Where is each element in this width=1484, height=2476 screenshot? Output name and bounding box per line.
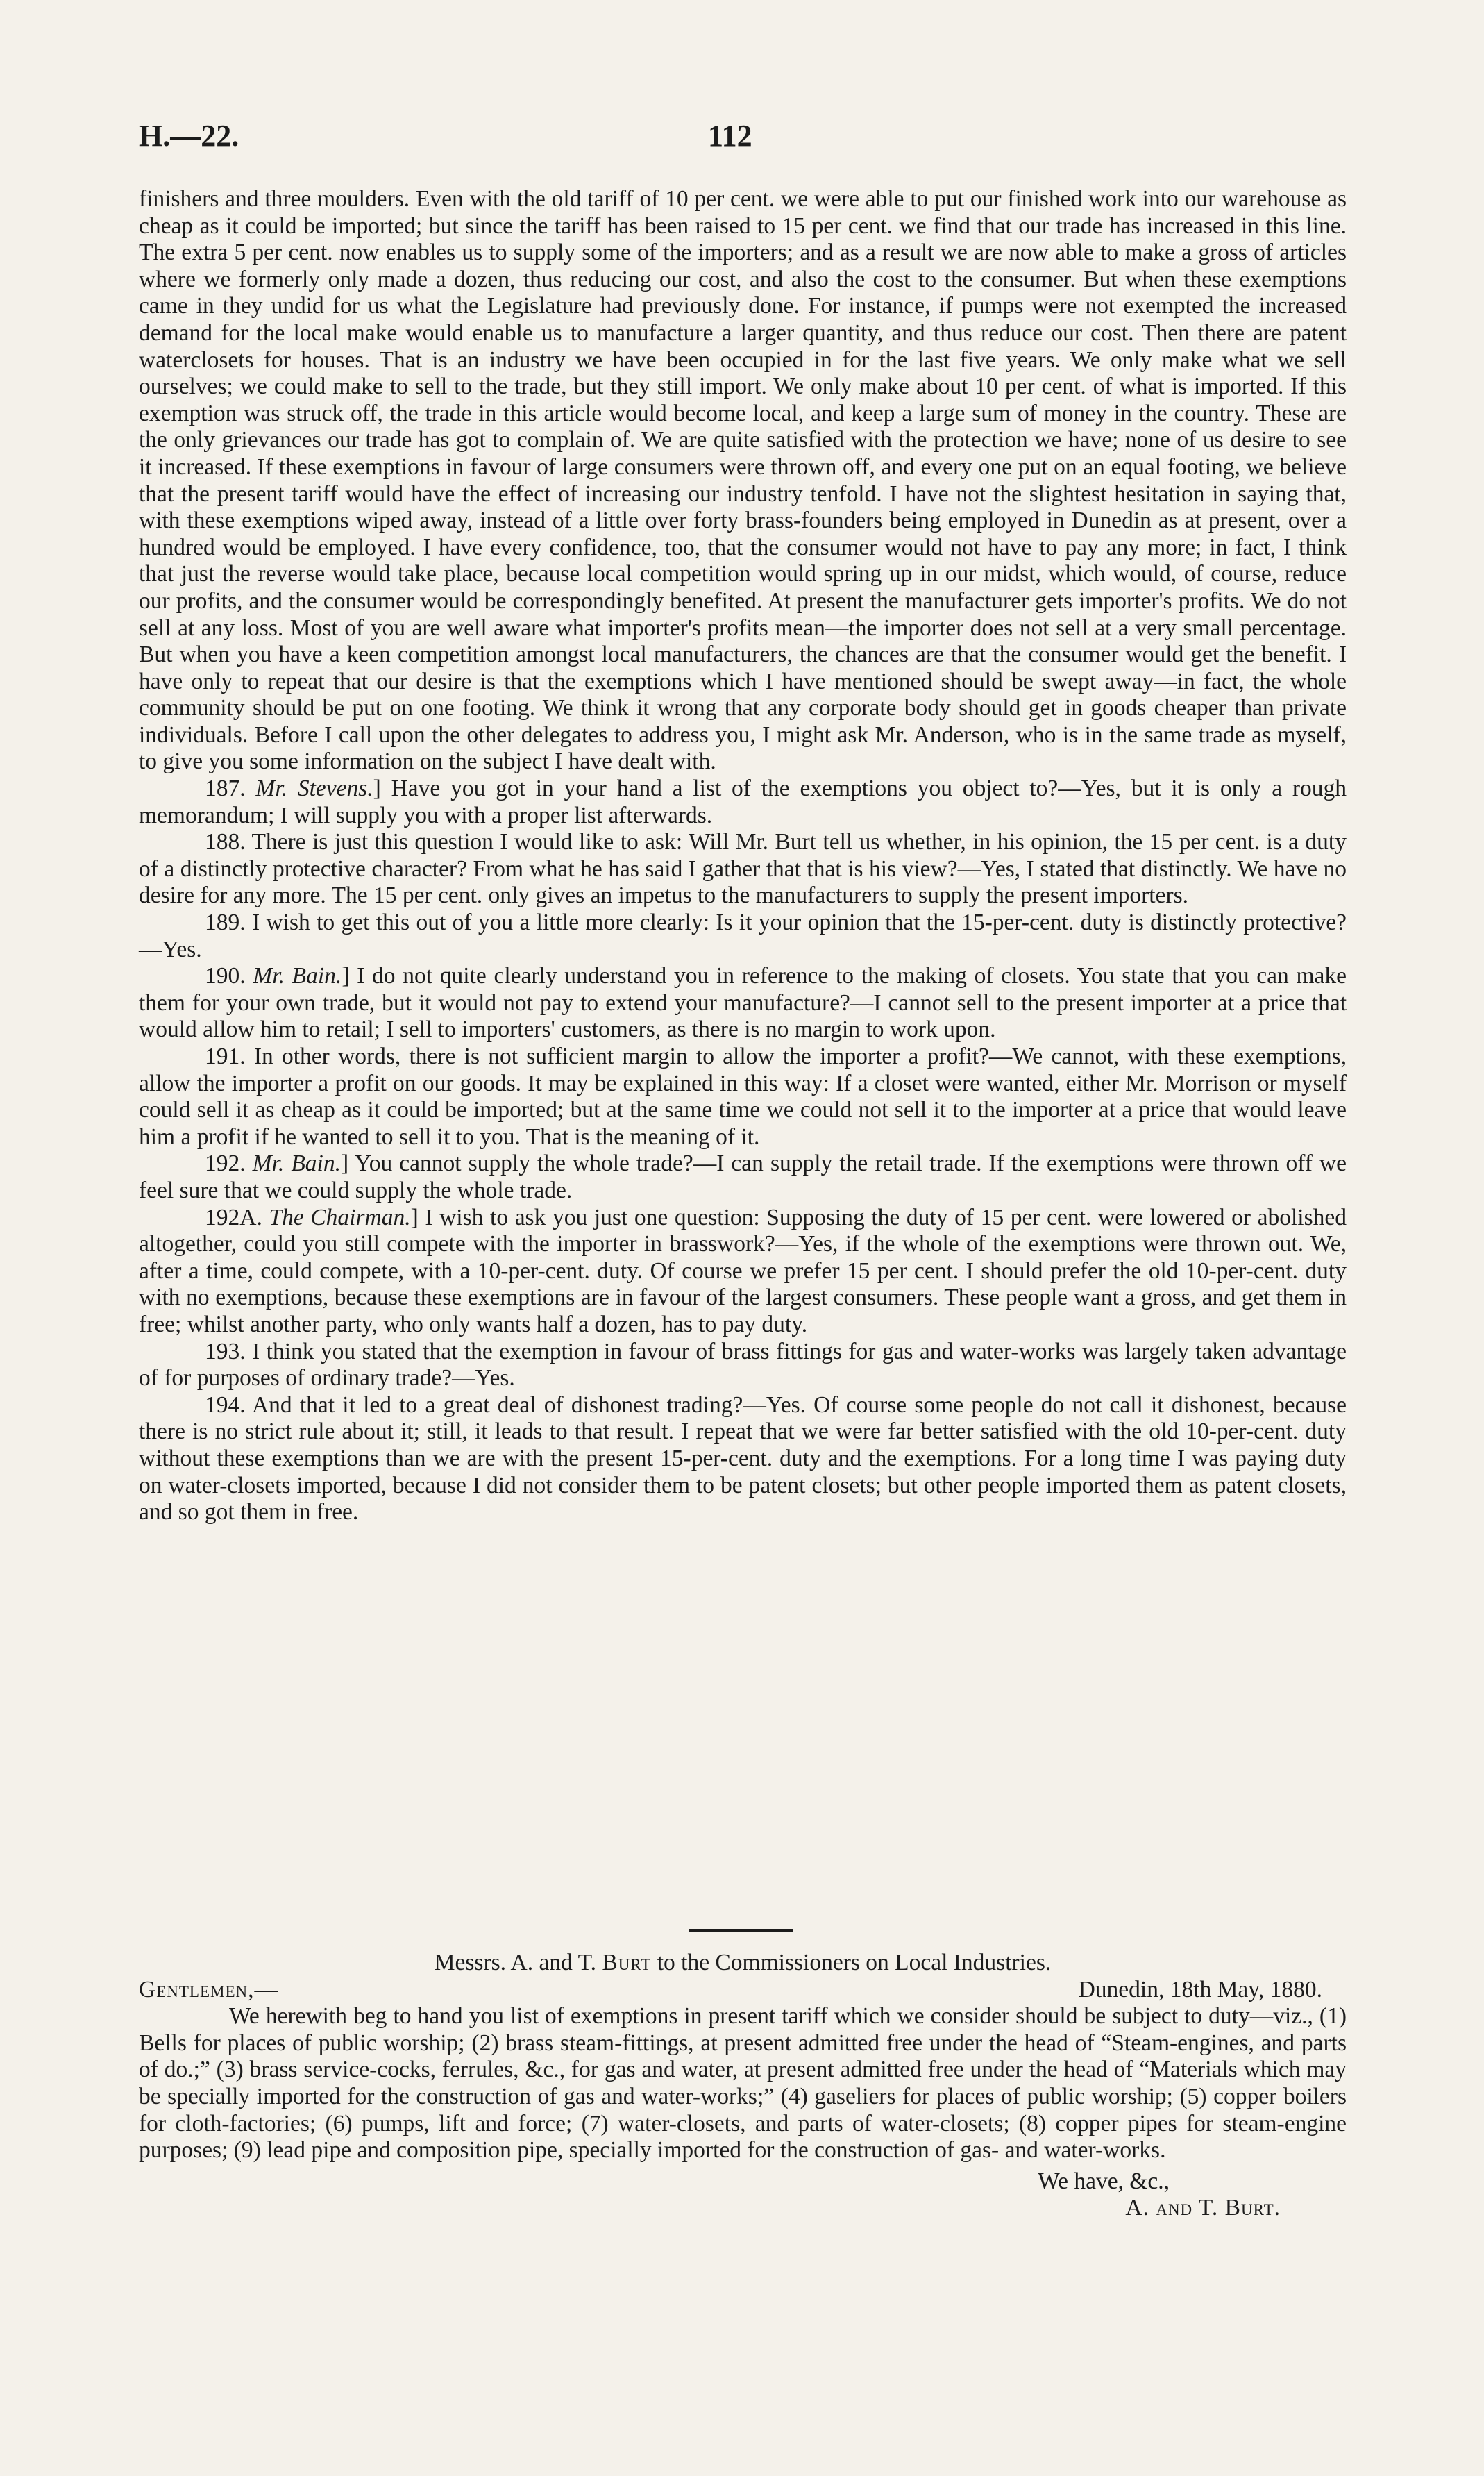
- question-text: ] You cannot supply the whole trade?—I can supply the retail trade. If the exemptions were thrown off we feel sure that we could supply the whole trade.: [139, 1151, 1347, 1203]
- question-188: 188. There is just this question I would like to ask: Will Mr. Burt tell us whether, in his opinion, the 15 per cent. is a duty of a distinctly protective character? From what he has said I gather that that is his view?—Yes, I stated that distinctly. We have no desire for any more. The 15 per cent. only gives an impetus to the manufacturers to supply the present importers.: [139, 829, 1347, 909]
- paragraph-continued: finishers and three moulders. Even with the old tariff of 10 per cent. we were able to put our finished work into our warehouse as cheap as it could be imported; but since the tariff has been raised to 15 per cent. we find that our trade has increased in this line. The extra 5 per cent. now enables us to supply some of the importers; and as a result we are now able to make a gross of articles where we formerly only made a dozen, thus reducing our cost, and also the cost to the consumer. But when these exemptions came in they undid for us what the Legislature had previously done. For instance, if pumps were not exempted the increased demand for the local make would enable us to manufacture a larger quantity, and thus reduce our cost. Then there are patent waterclosets for houses. That is an industry we have been occupied in for the last five years. We only make what we sell ourselves; we could make to sell to the trade, but they still import. We only make about 10 per cent. of what is imported. If this exemption was struck off, the trade in this article would become local, and keep a large sum of money in the country. These are the only grievances our trade has got to complain of. We are quite satisfied with the protection we have; none of us desire to see it increased. If these exemptions in favour of large consumers were thrown off, and every one put on an equal footing, we believe that the present tariff would have the effect of increasing our industry tenfold. I have not the slightest hesitation in saying that, with these exemptions wiped away, instead of a little over forty brass-founders being employed in Dunedin as at present, over a hundred would be employed. I have every confidence, too, that the consumer would not have to pay any more; in fact, I think that just the reverse would take place, because local competition would spring up in our midst, which would, of course, reduce our profits, and the consumer would be correspondingly benefited. At present the manufacturer gets importer's profits. We do not sell at any loss. Most of you are well aware what importer's profits mean—the importer does not sell at a very small percentage. But when you have a keen competition amongst local manufacturers, the chances are that the consumer would get the benefit. I have only to repeat that our desire is that the exemptions which I have mentioned should be swept away—in fact, the whole community should be put on one footing. We think it wrong that any corporate body should get in goods cheaper than private individuals. Before I call upon the other delegates to address you, I might ask Mr. Anderson, who is in the same trade as myself, to give you some information on the subject I have dealt with.: [139, 186, 1347, 775]
- section-divider: [689, 1929, 793, 1932]
- question-number: 190.: [205, 963, 246, 989]
- letter-closing: We have, &c.,: [1038, 2168, 1170, 2194]
- question-text: ] I do not quite clearly understand you in reference to the making of closets. You state that you can make them for your own trade, but it would not pay to extend your manufacture?—I cannot sell to the present importer at a price that would allow him to retail; I sell to importers' customers, as there is no margin to work upon.: [139, 963, 1347, 1043]
- evidence-text: [139, 186, 1347, 1526]
- question-187: [139, 776, 1347, 829]
- question-number: 192A.: [205, 1204, 262, 1230]
- letter-title-suffix: to the Commissioners on Local Industries.: [657, 1950, 1052, 1975]
- letter-dateline: Dunedin, 18th May, 1880.: [1078, 1976, 1322, 2002]
- letter-signature: A. and T. Burt.: [1125, 2195, 1281, 2221]
- question-189: 189. I wish to get this out of you a little more clearly: Is it your opinion that the 15-per-cent. duty is distinctly protective?—Yes.: [139, 910, 1347, 962]
- question-text: ] Have you got in your hand a list of the exemptions you object to?—Yes, but it is only a rough memorandum; I will supply you with a proper list afterwards.: [139, 776, 1347, 828]
- question-192: [139, 1151, 1347, 1204]
- question-194: 194. And that it led to a great deal of dishonest trading?—Yes. Of course some people do not call it dishonest, because there is no strict rule about it; still, it leads to that result. I repeat that we were far better satisfied with the old 10-per-cent. duty without these exemptions than we are with the present 15-per-cent. duty and the exemptions. For a long time I was paying duty on water-closets imported, because I did not consider them to be patent closets; but other people imported them as patent closets, and so got them in free.: [139, 1391, 1347, 1525]
- page-header: [139, 118, 1347, 160]
- speaker-name: Mr. Stevens.: [255, 776, 373, 802]
- speaker-name: Mr. Bain.: [252, 1151, 341, 1177]
- letter-salutation: Gentlemen,—: [139, 1976, 278, 2002]
- question-number: 192.: [205, 1151, 246, 1177]
- page-number: 112: [708, 119, 752, 153]
- letter-title-prefix: Messrs. A. and T.: [434, 1950, 596, 1975]
- letter-title: [139, 1950, 1347, 1977]
- page-code: H.—22.: [139, 119, 239, 153]
- question-190: [139, 963, 1347, 1044]
- speaker-name: The Chairman.: [269, 1204, 411, 1230]
- question-193: 193. I think you stated that the exemption in favour of brass fittings for gas and water-works was largely taken advantage of for purposes of ordinary trade?—Yes.: [139, 1338, 1347, 1391]
- speaker-name: Mr. Bain.: [253, 963, 342, 989]
- question-number: 187.: [205, 776, 246, 802]
- letter: [139, 1950, 1347, 2222]
- letter-body: We herewith beg to hand you list of exemptions in present tariff which we consider should be subject to duty—viz., (1) Bells for places of public worship; (2) brass steam-fittings, at present admitted free under the head of “Steam-engines, and parts of do.;” (3) brass service-cocks, ferrules, &c., for gas and water, at present admitted free under the head of “Materials which may be specially imported for the construction of gas and water-works;” (4) gaseliers for places of public worship; (5) copper boilers for cloth-factories; (6) pumps, lift and force; (7) water-closets, and parts of water-closets; (8) copper pipes for steam-engine purposes; (9) lead pipe and composition pipe, specially imported for the construction of gas- and water-works.: [139, 2003, 1347, 2164]
- question-191: 191. In other words, there is not sufficient margin to allow the importer a profit?—We cannot, with these exemptions, allow the importer a profit on our goods. It may be explained in this way: If a closet were wanted, either Mr. Morrison or myself could sell it as cheap as it could be imported; but at the same time we could not sell it to the importer at a price that would leave him a profit if he wanted to sell it to you. That is the meaning of it.: [139, 1044, 1347, 1150]
- letter-title-name: Burt: [602, 1950, 652, 1975]
- question-192a: [139, 1205, 1347, 1339]
- question-text: ] I wish to ask you just one question: Supposing the duty of 15 per cent. were lowered or abolished altogether, could you still compete with the importer in brasswork?—Yes, if the whole of the exemptions were thrown out. We, after a time, could compete, with a 10-per-cent. duty. Of course we prefer 15 per cent. I should prefer the old 10-per-cent. duty with no exemptions, because these exemptions are in favour of the largest consumers. These people want a gross, and get them in free; whilst another party, who only wants half a dozen, has to pay duty.: [139, 1204, 1347, 1337]
- letter-header-row: [139, 1977, 1347, 2004]
